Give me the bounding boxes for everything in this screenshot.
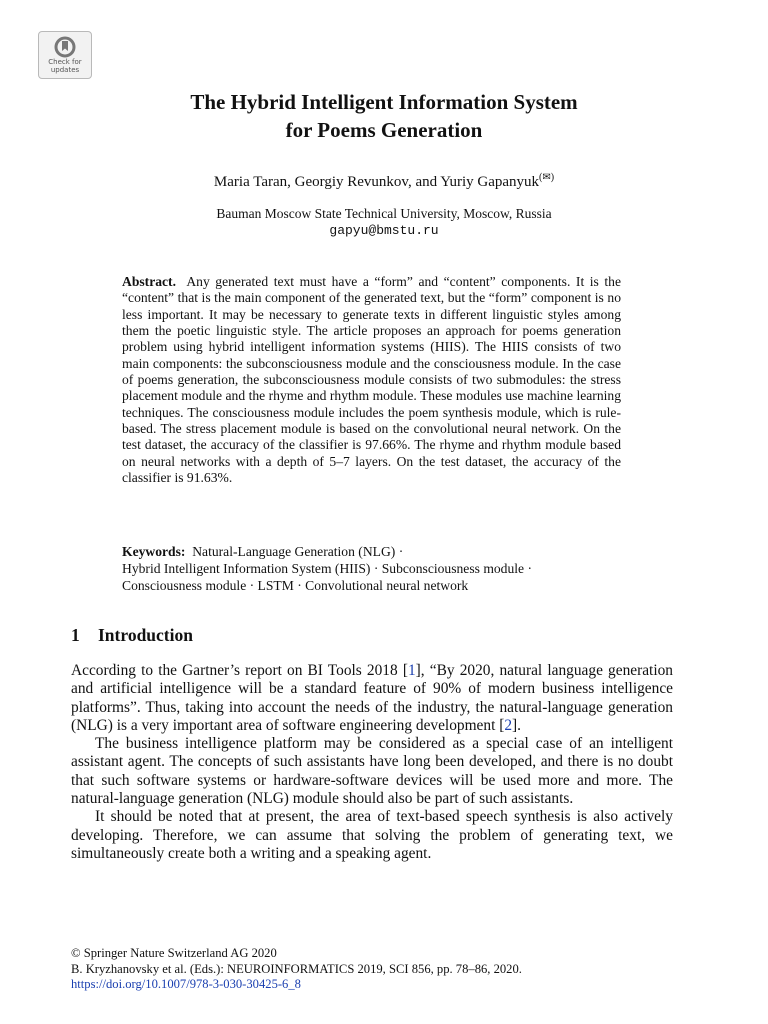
keywords-line-1 [122,543,621,560]
check-for-updates-badge[interactable] [38,31,92,79]
paper-title [0,88,768,144]
title-line-1: The Hybrid Intelligent Information System [190,90,578,114]
paragraph-1 [71,662,673,735]
author-names: Maria Taran, Georgiy Revunkov, and Yuriy Gapanyuk [213,174,540,190]
keywords-line-2: Hybrid Intelligent Information System (HIIS) · Subconsciousness module · [122,561,533,576]
badge-label-line1: Check for [48,58,82,66]
affiliation [0,205,768,239]
citation-link-2[interactable]: 2 [504,716,513,734]
p1-part-a: According to the Gartner’s report on BI Tools 2018 [ [71,662,408,679]
keywords [122,543,621,594]
keywords-label: Keywords: [122,544,186,559]
citation-link-1[interactable]: 1 [407,662,416,679]
abstract [122,274,621,486]
abstract-label: Abstract. [122,274,176,289]
author-email[interactable]: gapyu@bmstu.ru [329,223,439,238]
section-number: 1 [71,625,80,645]
institution: Bauman Moscow State Technical University, Moscow, Russia [216,206,552,221]
keywords-line-3: Consciousness module · LSTM · Convolutional neural network [122,578,469,593]
body-text [71,662,673,863]
p1-part-b: ], “By 2020, natural language generation and artificial intelligence will be a standard feature of 90% of modern business intelligence platforms”. Thus, taking into account the needs of the industry, the natural-language generation (NLG) is a very important area of software engineering development [ [71,662,673,734]
citation-line: B. Kryzhanovsky et al. (Eds.): NEUROINFORMATICS 2019, SCI 856, pp. 78–86, 2020. [71,961,522,976]
doi-link[interactable]: https://doi.org/10.1007/978-3-030-30425-6_8 [71,977,301,991]
abstract-text: Any generated text must have a “form” and “content” components. It is the “content” that is the main component of the generated text, but the “form” component is no less important. It may be necessary to generate texts in different linguistic styles among them the poetic linguistic style. The article proposes an approach for poems generation problem using hybrid intelligent information systems (HIIS). The HIIS consists of two main components: the subconsciousness module and the consciousness module. In the case of poems generation, the subconsciousness module consists of two submodules: the stress placement module and the rhyme and rhythm module. These modules use machine learning techniques. The consciousness module includes the poem synthesis module, which is rule-based. The stress placement module is based on the convolutional neural network. On the test dataset, the accuracy of the classifier is 97.66%. The rhyme and rhythm module based on neural networks with a depth of 5–7 layers. On the test dataset, the accuracy of the classifier is 91.63%. [122,274,621,486]
section-heading [71,625,193,646]
paragraph-2: The business intelligence platform may be considered as a special case of an intelligent assistant agent. The concepts of such assistants have long been developed, and there is no doubt that such software systems or hardware-software devices will be used more and more. The natural-language generation (NLG) module should also be part of such assistants. [71,735,673,808]
keywords-text-1: Natural-Language Generation (NLG) · [192,544,404,559]
copyright-line: © Springer Nature Switzerland AG 2020 [71,946,277,960]
badge-label-line2: updates [50,66,80,74]
section-title: Introduction [98,625,193,645]
title-line-2: for Poems Generation [285,118,483,142]
corresponding-author-marker: (✉) [539,172,555,183]
author-list [0,172,768,191]
footer [71,946,673,993]
p1-part-c: ]. [512,716,522,734]
paragraph-3: It should be noted that at present, the area of text-based speech synthesis is also actively developing. Therefore, we can assume that solving the problem of generating text, we simultaneously create both a writing and a speaking agent. [71,808,673,862]
bookmark-ring-icon [54,36,76,58]
